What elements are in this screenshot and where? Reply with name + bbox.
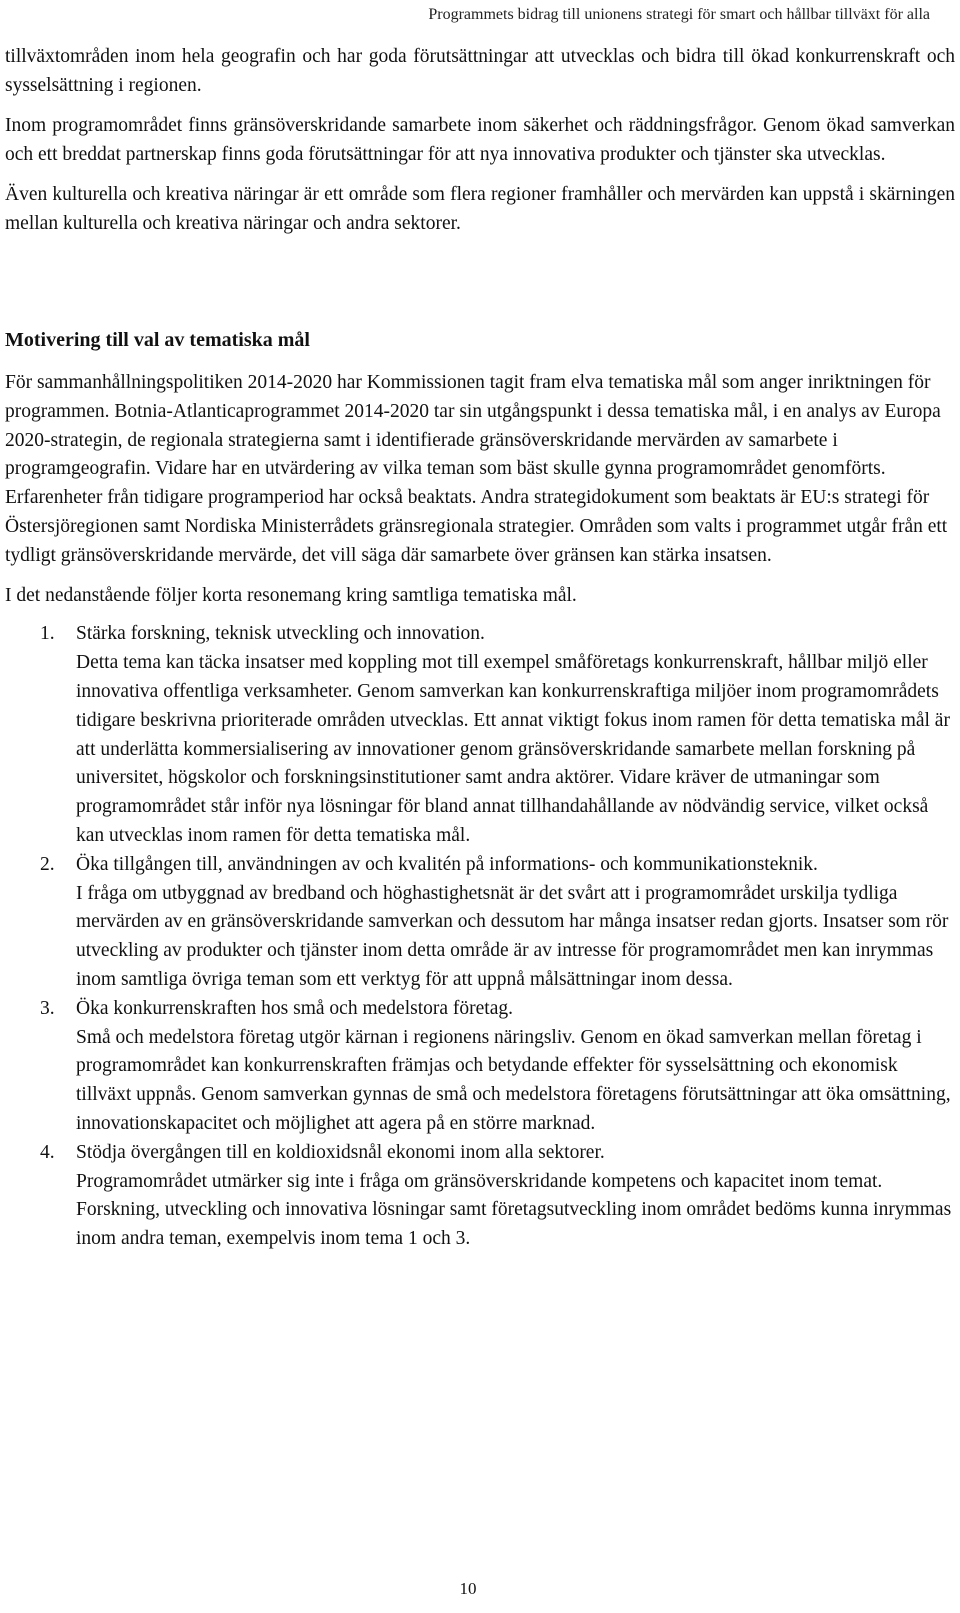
goal-title: Öka tillgången till, användningen av och kvalitén på informations- och kommunikationsteknik. bbox=[76, 853, 818, 875]
goal-title: Öka konkurrenskraften hos små och medelstora företag. bbox=[76, 997, 513, 1019]
paragraph-cultural-creative: Även kulturella och kreativa näringar är ett område som flera regioner framhåller och mervärden kan uppstå i skärningen mellan kulturella och kreativa näringar och andra sektorer. bbox=[5, 184, 955, 234]
goal-description: Små och medelstora företag utgör kärnan i regionens näringsliv. Genom en ökad samverkan mellan företag i programområdet kan konkurrenskraften främjas och betydande effekter för sysselsättning och ekonomisk tillväxt uppnås. Genom samverkan gynnas de små och medelstora företagens förutsättningar att öka omsättning, innovationskapacitet och möjlighet att agera på en större marknad. bbox=[76, 1026, 951, 1134]
list-item-goal-4 bbox=[5, 1139, 955, 1254]
list-item-number: 1. bbox=[40, 623, 55, 645]
thematic-goals-list bbox=[5, 620, 955, 1254]
paragraph-growth-areas: tillväxtområden inom hela geografin och har goda förutsättningar att utvecklas och bidra till ökad konkurrenskraft och sysselsättning i regionen. bbox=[5, 46, 955, 96]
list-item-number: 2. bbox=[40, 853, 55, 875]
paragraph-lead: I det nedanstående följer korta resonemang kring samtliga tematiska mål. bbox=[5, 584, 577, 606]
goal-title: Stödja övergången till en koldioxidsnål ekonomi inom alla sektorer. bbox=[76, 1141, 605, 1163]
goal-description: Detta tema kan täcka insatser med koppling mot till exempel småföretags konkurrenskraft, hållbar miljö eller innovativa offentliga verksamheter. Genom samverkan kan konkurrenskraftiga miljöer inom programområdets tidigare beskrivna prioriterade områden utvecklas. Ett annat viktigt fokus inom ramen för detta tematiska mål är att underlätta kommersialisering av innovationer genom gränsöverskridande samarbete mellan forskning på universitet, högskolor och forskningsinstitutioner samt andra aktörer. Vidare kräver de utmaningar som programområdet står inför nya lösningar för bland annat tillhandahållande av nödvändig service, vilket också kan utvecklas inom ramen för detta tematiska mål. bbox=[76, 652, 950, 846]
paragraph-intro: För sammanhållningspolitiken 2014-2020 har Kommissionen tagit fram elva tematiska mål som anger inriktningen för programmen. Botnia-Atlanticaprogrammet 2014-2020 tar sin utgångspunkt i dessa tematiska mål, i en analys av Europa 2020-strategin, de regionala strategierna samt i identifierade gränsöverskridande mervärden av samarbete i programgeografin. Vidare har en utvärdering av vilka teman som bäst skulle gynna programområdet genomförts. Erfarenheter från tidigare programperiod har också beaktats. Andra strategidokument som beaktats är EU:s strategi för Östersjöregionen samt Nordiska Ministerrådets gränsregionala strategier. Områden som valts i programmet utgår från ett tydligt gränsöverskridande mervärde, det vill säga där samarbete över gränsen kan stärka insatsen. bbox=[5, 372, 948, 566]
list-item-goal-3 bbox=[5, 995, 955, 1139]
top-text-block bbox=[5, 43, 955, 238]
list-item-number: 4. bbox=[40, 1141, 55, 1163]
goal-description: I fråga om utbyggnad av bredband och höghastighetsnät är det svårt att i programområdet urskilja tydliga mervärden av en gränsöverskridande samverkan och dessutom har många insatser redan gjorts. Insatser som rör utveckling av produkter och tjänster inom detta område är av intresse för programområdet men kan inrymmas inom samtliga övriga teman som ett verktyg för att uppnå målsättningar inom dessa. bbox=[76, 882, 949, 990]
list-item-number: 3. bbox=[40, 997, 55, 1019]
goal-description: Programområdet utmärker sig inte i fråga om gränsöverskridande kompetens och kapacitet inom temat. Forskning, utveckling och innovativa lösningar samt företagsutveckling inom området bedöms kunna inrymmas inom andra teman, exempelvis inom tema 1 och 3. bbox=[76, 1170, 952, 1250]
section-heading: Motivering till val av tematiska mål bbox=[5, 329, 310, 351]
section-body bbox=[5, 369, 955, 1254]
goal-title: Stärka forskning, teknisk utveckling och innovation. bbox=[76, 623, 485, 645]
list-item-goal-2 bbox=[5, 851, 955, 995]
paragraph-safety-rescue: Inom programområdet finns gränsöverskridande samarbete inom säkerhet och räddningsfrågor. Genom ökad samverkan och ett breddat partnerskap finns goda förutsättningar för att nya innovativa produkter och tjänster ska utvecklas. bbox=[5, 115, 955, 165]
list-item-goal-1 bbox=[5, 620, 955, 850]
running-header: Programmets bidrag till unionens strategi för smart och hållbar tillväxt för alla bbox=[428, 6, 930, 23]
page-number: 10 bbox=[459, 1579, 477, 1598]
